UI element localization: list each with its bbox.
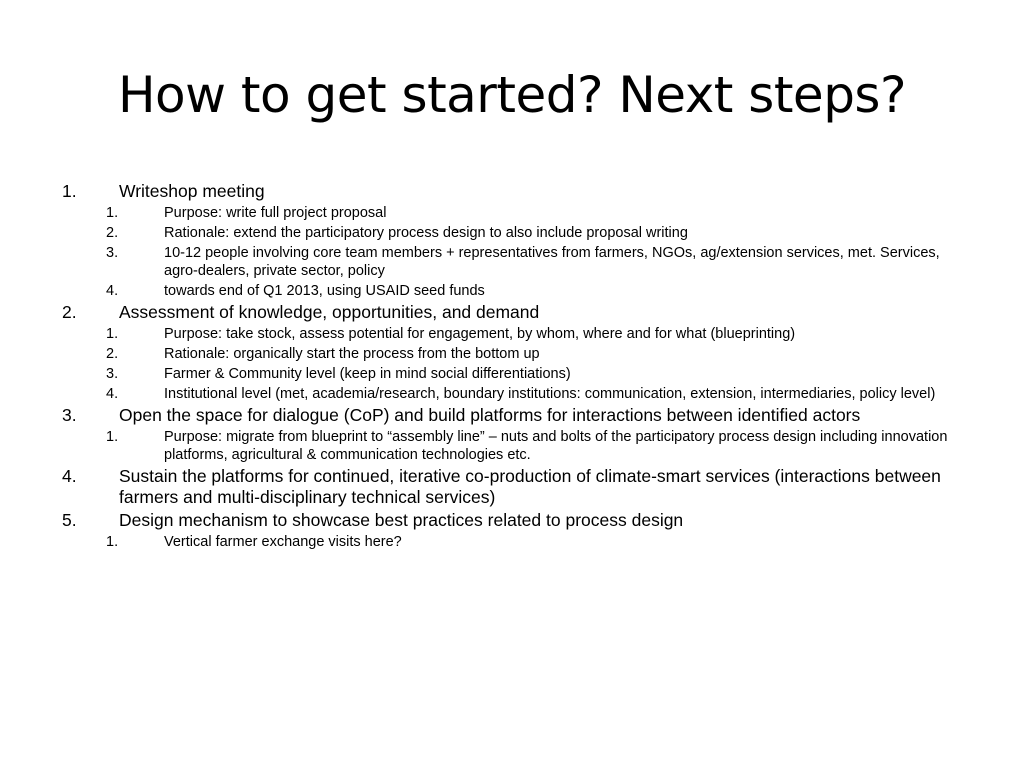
- sub-list-item: [0, 533, 1024, 551]
- list-item: [0, 405, 1024, 426]
- list-item-text: Design mechanism to showcase best practices related to process design: [119, 510, 684, 530]
- sub-list-item-text: 10-12 people involving core team members + representatives from farmers, NGOs, ag/extension services, met. Services, agro-dealers, private sector, policy: [164, 245, 940, 279]
- sub-list-item-text: Vertical farmer exchange visits here?: [164, 534, 402, 550]
- sub-list-number: 2.: [106, 346, 119, 362]
- sub-list-item: [0, 428, 1024, 464]
- list-number: 4.: [62, 466, 77, 486]
- sub-list-item-text: Institutional level (met, academia/research, boundary institutions: communication, extension, intermediaries, policy level): [164, 386, 936, 402]
- list-number: 2.: [62, 302, 77, 322]
- list-item: [0, 510, 1024, 531]
- sub-list-item: [0, 325, 1024, 343]
- list-item-text: Writeshop meeting: [119, 181, 265, 201]
- slide-title: How to get started? Next steps?: [117, 66, 907, 124]
- list-item-text: Open the space for dialogue (CoP) and build platforms for interactions between identified actors: [119, 405, 861, 425]
- outline-list: [0, 179, 1024, 553]
- sub-list-number: 3.: [106, 366, 119, 382]
- sub-list-item-text: Rationale: extend the participatory process design to also include proposal writing: [164, 225, 688, 241]
- sub-list-item-text: towards end of Q1 2013, using USAID seed funds: [164, 283, 485, 299]
- sub-list-item-text: Rationale: organically start the process from the bottom up: [164, 346, 540, 362]
- sub-list-number: 1.: [106, 534, 119, 550]
- sub-list-number: 1.: [106, 326, 119, 342]
- sub-list-item: [0, 224, 1024, 242]
- sub-list-item: [0, 244, 1024, 280]
- list-number: 3.: [62, 405, 77, 425]
- sub-list-number: 3.: [106, 245, 119, 261]
- list-number: 5.: [62, 510, 77, 530]
- sub-list-item: [0, 365, 1024, 383]
- sub-list-number: 1.: [106, 429, 119, 445]
- sub-list-item-text: Purpose: write full project proposal: [164, 205, 387, 221]
- list-item-text: Assessment of knowledge, opportunities, and demand: [119, 302, 540, 322]
- list-item: [0, 302, 1024, 323]
- list-item: [0, 181, 1024, 202]
- list-number: 1.: [62, 181, 77, 201]
- sub-list-item-text: Purpose: take stock, assess potential for engagement, by whom, where and for what (blueprinting): [164, 326, 796, 342]
- sub-list-item: [0, 385, 1024, 403]
- sub-list-item: [0, 345, 1024, 363]
- sub-list-item: [0, 204, 1024, 222]
- sub-list-number: 4.: [106, 386, 119, 402]
- list-item: [0, 466, 1024, 508]
- sub-list-item: [0, 282, 1024, 300]
- sub-list-number: 1.: [106, 205, 119, 221]
- sub-list-number: 4.: [106, 283, 119, 299]
- sub-list-item-text: Farmer & Community level (keep in mind social differentiations): [164, 366, 571, 382]
- sub-list-number: 2.: [106, 225, 119, 241]
- list-item-text: Sustain the platforms for continued, iterative co-production of climate-smart services (interactions between farmers and multi-disciplinary technical services): [119, 466, 941, 507]
- sub-list-item-text: Purpose: migrate from blueprint to “assembly line” – nuts and bolts of the participatory process design including innovation platforms, agricultural & communication technologies etc.: [164, 429, 948, 463]
